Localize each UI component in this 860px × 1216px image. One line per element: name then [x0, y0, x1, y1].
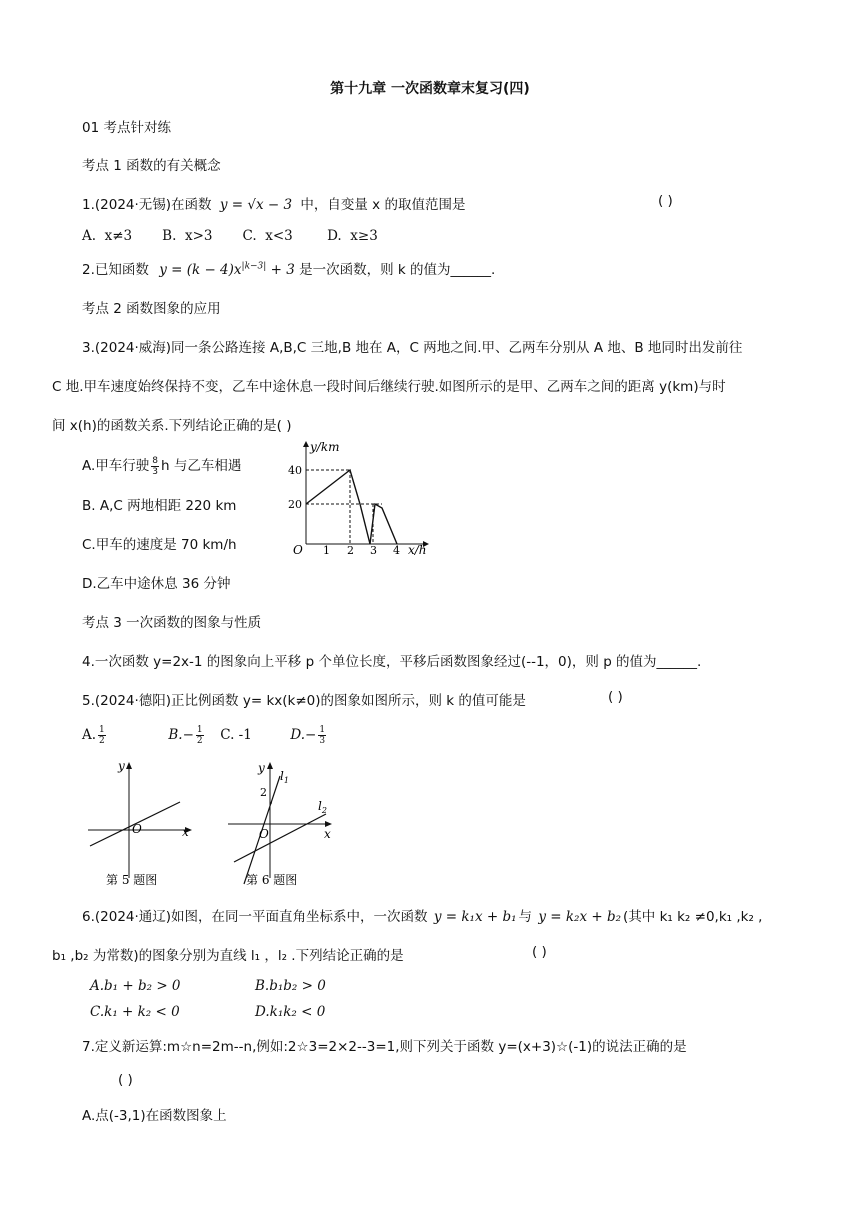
q6-formula-2: y = k₂x + b₂: [538, 909, 622, 925]
q2-exponent: |k−3|: [241, 261, 267, 272]
fig5-caption: 第 5 题图: [106, 873, 158, 887]
q5-opt-c: C. -1: [220, 727, 252, 743]
q7-answer-paren: ( ): [118, 1072, 133, 1088]
q6-option-b: B.b₁b₂ > 0: [255, 978, 326, 994]
q2-text: 2.已知函数: [82, 262, 149, 278]
q5-opt-a: A. $\frac{1}{2}$: [82, 725, 105, 746]
q5-opt-b: B.− $\frac{1}{2}$: [168, 725, 203, 746]
fig6-l1-label: $l_1$: [280, 769, 289, 785]
q6-option-c: C.k₁ + k₂ < 0: [90, 1004, 180, 1020]
q5-answer-paren: ( ): [608, 689, 623, 705]
fig6-y-label: y: [258, 761, 265, 775]
x-tick-2: 2: [347, 544, 354, 557]
q1-answer-paren: ( ): [658, 193, 673, 209]
q3-frac-num: 8: [152, 455, 159, 466]
q6-option-a: A.b₁ + b₂ > 0: [90, 978, 181, 994]
fig5-x-label: x: [182, 825, 189, 839]
graph-origin: O: [293, 543, 303, 557]
fig6-l2-label: $l_2$: [318, 799, 327, 815]
q2-formula: y = (k − 4)x: [159, 262, 242, 278]
q3-frac-den: 3: [152, 466, 159, 477]
x-tick-1: 1: [323, 544, 330, 557]
q6-line1: 6.(2024·通辽)如图，在同一平面直角坐标系中，一次函数 y = k₁x + b₁ 与 y = k₂x + b₂ (其中 k₁ k₂ ≠0,k₁ ,k₂ ,: [82, 909, 763, 925]
graph-ylabel: y/km: [310, 440, 340, 454]
q1-formula: y = √x − 3: [219, 197, 293, 213]
figure-6: [222, 758, 342, 888]
fig6-x-label: x: [324, 827, 331, 841]
q3-option-a: [82, 454, 241, 477]
fig5-y-label: y: [118, 759, 125, 773]
fig6-tick-2: 2: [260, 786, 267, 799]
q3-line1: 3.(2024·威海)同一条公路连接 A,B,C 三地,B 地在 A，C 两地之间.甲、乙两车分别从 A 地、B 地同时出发前往: [82, 340, 743, 356]
fig6-line-l2: [234, 814, 326, 862]
q7-option-a: A.点(-3,1)在函数图象上: [82, 1108, 227, 1124]
q6-option-d: D.k₁k₂ < 0: [255, 1004, 326, 1020]
q3-option-b: B. A,C 两地相距 220 km: [82, 498, 237, 514]
kp2-heading: 考点 2 函数图象的应用: [82, 301, 221, 317]
x-tick-3: 3: [370, 544, 377, 557]
q3-option-d: D.乙车中途休息 36 分钟: [82, 576, 231, 592]
y-tick-40: 40: [288, 464, 302, 477]
q1-text-after: 中，自变量 x 的取值范围是: [300, 197, 466, 213]
graph-xlabel: x/h: [408, 543, 427, 557]
q1-text: 1.(2024·无锡)在函数: [82, 197, 212, 213]
q1-choices: A. x≠3 B. x>3 C. x<3 D. x≥3: [82, 228, 378, 244]
fig5-origin: O: [132, 822, 142, 836]
q6-formula-1: y = k₁x + b₁: [433, 909, 517, 925]
fig6-origin: O: [259, 827, 269, 841]
q2-formula-tail: + 3: [266, 262, 295, 278]
question-4: 4.一次函数 y=2x-1 的图象向上平移 p 个单位长度，平移后函数图象经过(--1，0)，则 p 的值为______.: [82, 654, 702, 670]
q3-line2: C 地.甲车速度始终保持不变，乙车中途休息一段时间后继续行驶.如图所示的是甲、乙两车之间的距离 y(km)与时: [52, 379, 726, 395]
kp3-heading: 考点 3 一次函数的图象与性质: [82, 615, 262, 631]
q3-option-c: C.甲车的速度是 70 km/h: [82, 537, 237, 553]
q5-opt-d: D.− $\frac{1}{3}$: [290, 725, 326, 746]
y-tick-20: 20: [288, 498, 302, 511]
x-tick-4: 4: [393, 544, 400, 557]
question-1: [82, 193, 465, 213]
distance-curve: [306, 470, 397, 544]
q3-opt-a-text: A.甲车行驶: [82, 458, 150, 474]
q6-line2: b₁ ,b₂ 为常数)的图象分别为直线 l₁ ，l₂ .下列结论正确的是: [52, 948, 404, 964]
q7-line1: 7.定义新运算:m☆n=2m--n,例如:2☆3=2×2--3=1,则下列关于函数 y=(x+3)☆(-1)的说法正确的是: [82, 1039, 687, 1055]
q6-answer-paren: ( ): [532, 944, 547, 960]
fig6-caption: 第 6 题图: [246, 873, 298, 887]
question-5: 5.(2024·德阳)正比例函数 y= kx(k≠0)的图象如图所示，则 k 的值可能是: [82, 693, 526, 709]
question-2: [82, 258, 495, 278]
kp1-heading: 考点 1 函数的有关概念: [82, 158, 221, 174]
figure-5: [84, 758, 199, 888]
page-title: 第十九章 一次函数章末复习(四): [330, 81, 530, 97]
q2-text-after: 是一次函数，则 k 的值为______.: [299, 262, 496, 278]
section-heading: 01 考点针对练: [82, 120, 171, 136]
q3-graph: [280, 436, 440, 558]
q3-line3: 间 x(h)的函数关系.下列结论正确的是( ): [52, 418, 292, 434]
q3-opt-a-after: h 与乙车相遇: [161, 458, 242, 474]
q5-choices: [82, 725, 328, 746]
